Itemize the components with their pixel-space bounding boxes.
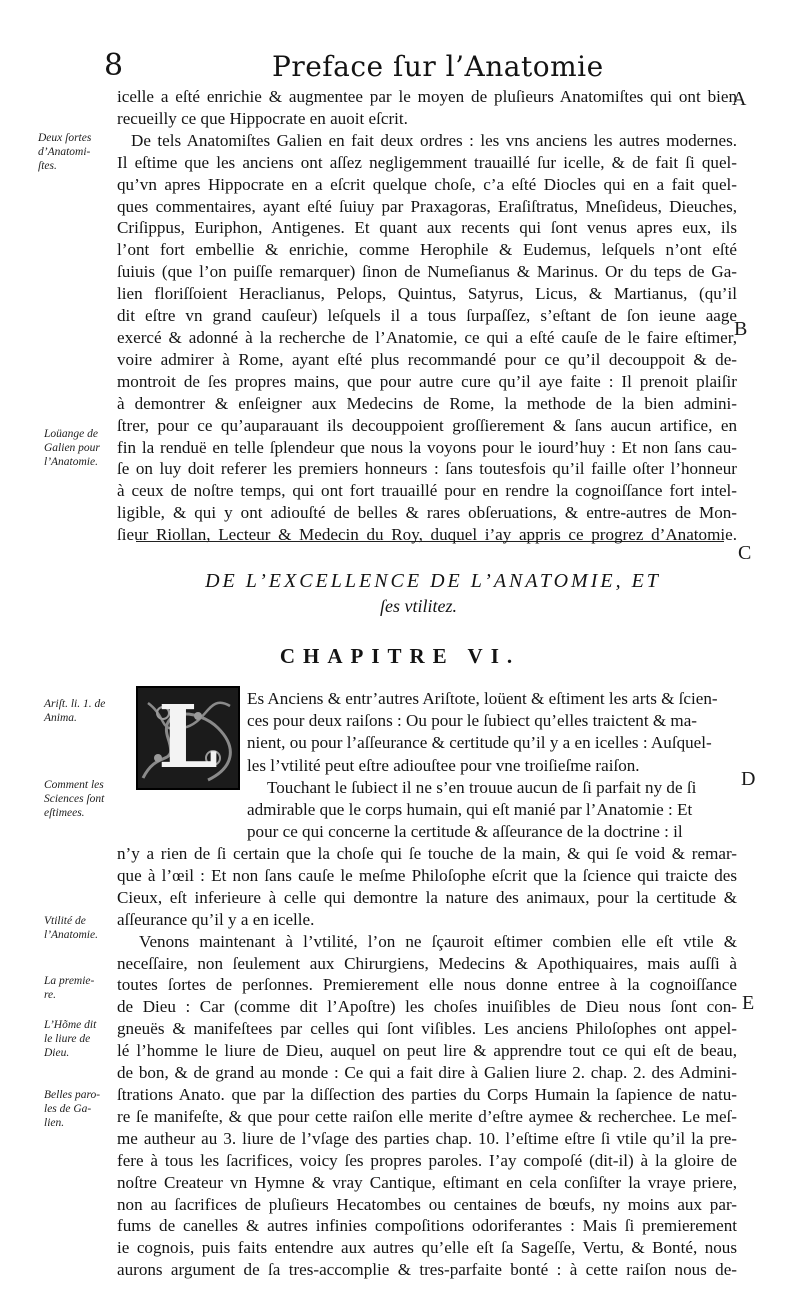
text-line: toutes ſortes de perſonnes. Premierement elle nous donne entree à la cognoiſſance — [117, 975, 737, 995]
text-line: les l’vtilité peut eſtre adiouſtee pour vne troiſieſme raiſon. — [247, 755, 640, 775]
text-line: exercé & adonné à la recherche de l’Anatomie, ce qui a eſté cauſe de le faire eſtimer, — [117, 327, 737, 347]
text-line: Cieux, eſt inferieure à celle qui demontre la nature des animaux, pour la certitude & — [117, 887, 737, 907]
marginal-note-line: les de Ga- — [44, 1103, 92, 1115]
text-line: icelle a eſté enrichie & augmentee par le moyen de pluſieurs Anatomiſtes qui ont bien — [117, 87, 737, 106]
text-line: Criſippus, Euriphon, Antigenes. Et quant aux recents qui ſont venus apres eux, ils — [117, 218, 737, 238]
text-line: ſtrations Anato. que par la diſſection des parties du Corps Humain la ſapience de natu- — [117, 1084, 737, 1104]
text-line: fere à tous les ſacrifices, voicy ſes propres paroles. I’ay compoſé (dit-il) à la gloire de — [117, 1150, 737, 1170]
margin-letter-d: D — [741, 768, 756, 790]
text-line: à ceux de noſtre temps, qui ont fort trauaillé pour en rendre la cognoiſſance fort intel- — [117, 481, 737, 501]
text-line: ſuiuis (que l’on puiſſe remarquer) ſinon de Numeſianus & Marinus. Or du teps de Ga- — [117, 262, 737, 282]
margin-letter-b: B — [734, 318, 748, 340]
text-line: ſieur Riollan, Lecteur & Medecin du Roy, duquel i’ay appris ce progrez d’Anatomie. — [117, 525, 737, 545]
text-line: l’ont fort embellie & enrichie, comme Herophile & Eudemus, leſquels n’ont eſté — [117, 240, 737, 260]
marginal-note-line: Vtilité de — [44, 915, 86, 927]
section-subtitle: ſes vtilitez. — [380, 596, 457, 616]
marginal-note-homme — [44, 1018, 96, 1060]
marginal-note-line: le liure de — [44, 1033, 91, 1045]
page-number: 8 — [104, 48, 124, 83]
text-line: ie cognois, puis faits entendre aux autres qu’elle eſt ſa Sageſſe, Vertu, & Bonté, nous — [117, 1238, 737, 1258]
marginal-note-line: Comment les — [44, 779, 104, 791]
marginal-note-line: l’Anatomie. — [44, 929, 98, 941]
text-line: ces pour deux raiſons : Ou pour le ſubiect qu’elles traictent & ma- — [247, 711, 697, 731]
margin-letter-c: C — [738, 542, 752, 564]
text-line: Es Anciens & entr’autres Ariſtote, loüent & eſtiment les arts & ſcien- — [247, 689, 718, 708]
text-line: fin la renduë en telle ſplendeur que nous la voyons pour le iourd’huy : Et non ſans cau- — [117, 437, 737, 457]
text-line: me autheur au 3. liure de l’vſage des parties chap. 10. l’eſtime eſtre ſi vtile qu’il la pre- — [117, 1128, 737, 1148]
chapter-opening-lines — [247, 688, 737, 843]
section-title: DE L’EXCELLENCE DE L’ANATOMIE, ET — [205, 570, 661, 592]
marginal-note-vtilite — [44, 914, 98, 942]
text-line: dit eſtre vn grand cauſeur) leſquels il a tous ſurpaſſez, s’eſtant de ſon ieune aage — [117, 306, 737, 326]
text-line: à demontrer & enſeigner aux Medecins de Rome, la methode de la bien admini- — [117, 393, 737, 413]
marginal-note-line: lien. — [44, 1117, 65, 1129]
text-line: non au ſacrifices de pluſieurs Hecatombes ou centaines de bœufs, ny moins aux par- — [117, 1194, 737, 1214]
text-line: aurons argument de ſa tres-accomplie & tres-parfaite bonté : à cette raiſon nous de- — [117, 1260, 737, 1280]
chapter-heading: CHAPITRE VI. — [279, 644, 521, 668]
text-line: nient, ou pour l’aſſeurance & certitude qu’il y a en icelles : Auſquel- — [247, 733, 712, 753]
initial-letter: L — [157, 687, 219, 788]
marginal-note-line: ſtes. — [38, 160, 57, 172]
section-rule — [136, 541, 724, 542]
text-line: que à l’œil : Et non ſans cauſe le meſme Philoſophe eſcrit que la ſcience qui traicte des — [117, 865, 737, 885]
text-line: ſtrer, pour ce qu’auparauant ils decouppoient groſſierement & ſans aucun artifice, en — [117, 415, 737, 435]
text-line: aſſeurance qu’il y a en icelle. — [117, 909, 315, 929]
text-line: noſtre Createur vn Hymne & vray Cantique, eſtimant en cela conſiſter la vraye priere, — [117, 1172, 737, 1192]
text-line: qu’vn apres Hippocrate en a eſcrit quelque choſe, c’a eſté Diocles qui en a fait quel- — [117, 174, 737, 194]
text-line: admirable que le corps humain, qui eſt manié par l’Anatomie : Et — [247, 800, 693, 820]
running-title: Preface ſur l’Anatomie — [272, 50, 604, 83]
text-line: recueilly ce que Hippocrate en auoit eſcrit. — [117, 108, 408, 128]
marginal-note-line: d’Anatomi- — [38, 146, 91, 158]
text-line: n’y a rien de ſi certain que la choſe qui ſe touche de la main, & qui ſe void & remar- — [117, 844, 737, 863]
marginal-note-line: Ariſt. li. 1. de — [44, 698, 106, 710]
text-line: ques commentaires, ayant eſté ſuiuy par Praxagoras, Eraſiſtratus, Mneſideus, Dieuches, — [117, 196, 737, 216]
marginal-note-line: L’Hõme dit — [44, 1019, 97, 1031]
text-line: ligible, & qui y ont adiouſté de belles & rares obſeruations, & entre-autres de Mon- — [117, 503, 737, 523]
text-line: montroit de ſes propres mains, que pour autre cure qu’il aye faite : Il prenoit plaiſir — [117, 371, 737, 391]
intro-paragraph — [117, 86, 737, 546]
text-line: Il eſtime que les anciens ont aſſez negligemment trauaillé ſur icelle, & de fait ſi quel- — [117, 152, 737, 172]
margin-letter-e: E — [742, 992, 755, 1014]
marginal-note-deux-sortes — [38, 131, 91, 173]
marginal-note-aristote — [44, 697, 105, 725]
text-line: de bon, & de grand au monde : Ce qui a fait dire à Galien liure 2. chap. 2. des Admini- — [117, 1063, 737, 1083]
marginal-note-comment — [44, 778, 104, 820]
text-line: Venons maintenant à l’vtilité, l’on ne ſçauroit eſtimer combien elle eſt vtile & — [139, 931, 737, 951]
text-line: ſe on luy doit referer les premiers honneurs : ſans toutesfois qu’il faille oſter l’honneur — [117, 459, 737, 479]
text-line: pour ce qui concerne la certitude & aſſeurance de la doctrine : il — [247, 822, 683, 842]
text-line: neceſſaire, non ſeulement aux Chirurgiens, Medecins & Apothiquaires, mais auſſi à — [117, 953, 737, 973]
text-line: re ſe manifeſte, & que pour cette raiſon elle merite d’eſtre aymee & recherchee. Le meſ- — [117, 1106, 737, 1126]
marginal-note-louange — [44, 427, 100, 469]
marginal-note-line: Belles paro- — [44, 1089, 101, 1101]
marginal-note-premiere — [44, 974, 94, 1002]
text-line: gneuës & manifeſtees par celles qui ſont viſibles. Les anciens Philoſophes ont appel- — [117, 1019, 737, 1039]
text-line: lien floriſſoient Heraclianus, Pelops, Quintus, Satyrus, Licus, & Martianus, (qu’il — [117, 284, 737, 304]
marginal-note-line: Sciences ſont — [44, 793, 105, 805]
marginal-note-line: La premie- — [44, 975, 95, 987]
marginal-note-line: l’Anatomie. — [44, 456, 98, 468]
ornamental-initial — [136, 686, 240, 790]
marginal-note-line: Loüange de — [44, 428, 98, 440]
marginal-note-line: Deux ſortes — [38, 132, 92, 144]
text-line: de Dieu : Car (comme dit l’Apoſtre) les choſes inuiſibles de Dieu nous ſont con- — [117, 997, 737, 1017]
text-line: Touchant le ſubiect il ne s’en trouue aucun de ſi parfait ny de ſi — [267, 777, 697, 797]
marginal-note-line: Dieu. — [44, 1047, 70, 1059]
marginal-note-line: Anima. — [44, 712, 77, 724]
marginal-note-line: re. — [44, 989, 57, 1001]
page-header — [0, 48, 800, 88]
text-line: lé l’homme le liure de Dieu, auquel on peut lire & apprendre tout ce qui eſt de beau, — [117, 1041, 737, 1061]
marginal-note-belles — [44, 1088, 100, 1130]
text-line: De tels Anatomiſtes Galien en fait deux ordres : les vns anciens les autres modernes. — [131, 130, 737, 150]
marginal-note-line: Galien pour — [44, 442, 100, 454]
chapter-body — [117, 843, 737, 1281]
margin-letter-a: A — [732, 88, 747, 110]
text-line: fums de canelles & autres infinies compoſitions odoriferantes : Mais ſi premierement — [117, 1216, 737, 1236]
marginal-note-line: eſtimees. — [44, 807, 85, 819]
text-line: voire admirer à Rome, ayant eſté plus recommandé pour ce qu’il decouppoit & de- — [117, 349, 737, 369]
